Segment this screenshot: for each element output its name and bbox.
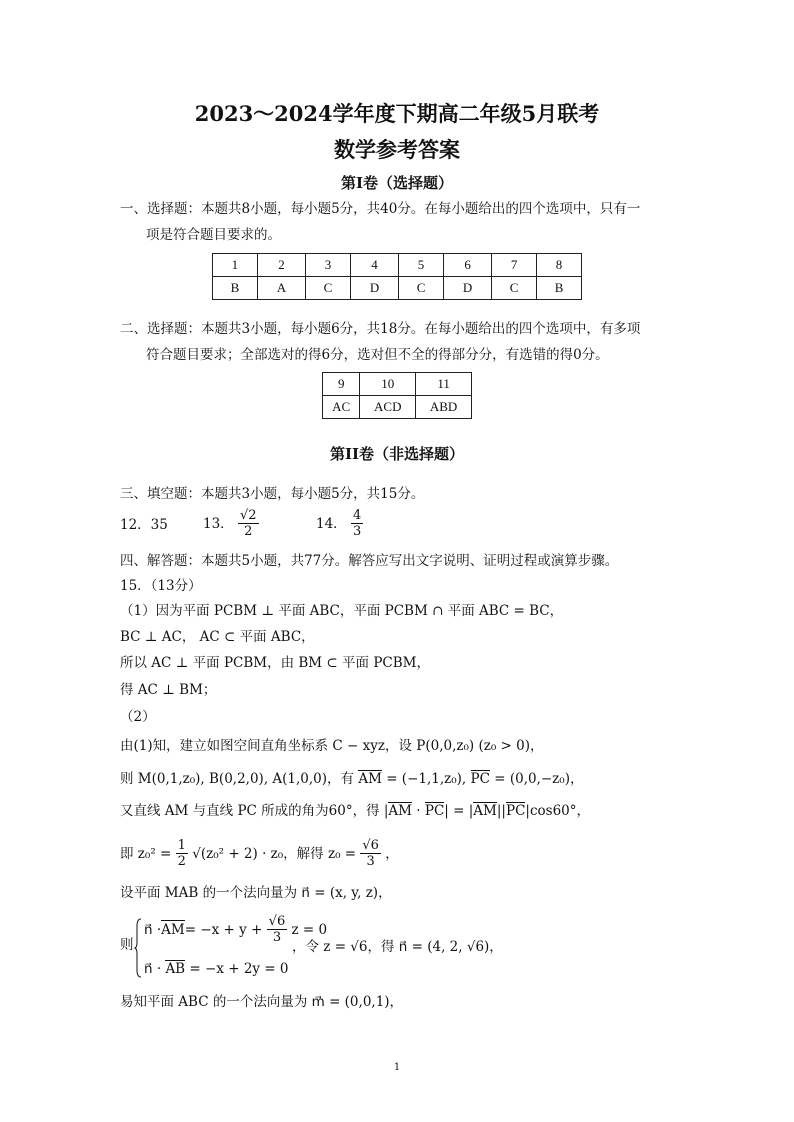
fraction-numerator: 1 (177, 838, 186, 853)
section-two-answer-table (322, 372, 472, 419)
system-conclusion: ，令 z = √6，得 n⃗ = (4, 2, √6)， (292, 939, 503, 955)
fraction (238, 508, 259, 539)
question-number-cell: 9 (323, 373, 360, 396)
solution-line: 由(1)知，建立如图空间直角坐标系 C − xyz，设 P(0,0,z₀) (z₀ > 0)， (120, 738, 544, 754)
fraction-numerator: √6 (362, 838, 379, 853)
text-run: n⃗ · (144, 961, 166, 977)
answer-cell: AC (323, 396, 360, 419)
fill-answer-12: 12．35 (120, 517, 168, 533)
section-one-instruction-line2: 项是符合题目要求的。 (146, 227, 281, 243)
text-run: || (496, 803, 506, 819)
answer-cell: C (492, 277, 537, 300)
solution-line: 得 AC ⊥ BM； (120, 682, 217, 698)
fraction (360, 838, 381, 869)
solution-line: （2） (120, 709, 156, 725)
question-number-cell: 2 (257, 254, 305, 277)
solution-line: 易知平面 ABC 的一个法向量为 m⃗ = (0,0,1)， (120, 994, 404, 1010)
fraction (176, 838, 188, 869)
section-two-instruction-line1: 二、选择题：本题共3小题，每小题6分，共18分。在每小题给出的四个选项中，有多项 (120, 321, 641, 337)
table-row (323, 396, 472, 419)
vector-pc: PC (424, 803, 445, 819)
solution-line: 设平面 MAB 的一个法向量为 n⃗ = (x, y, z)， (120, 885, 392, 901)
volume-one-heading: 第I卷（选择题） (340, 174, 454, 192)
solution-line (120, 802, 590, 820)
fraction-denominator: 3 (366, 854, 375, 869)
table-row (323, 373, 472, 396)
question-number-cell: 7 (492, 254, 537, 277)
fraction-denominator: 3 (272, 930, 282, 945)
left-brace-icon (134, 918, 142, 978)
volume-two-heading: 第II卷（非选择题） (329, 445, 465, 463)
page-title: 2023～2024学年度下期高二年级5月联考 (194, 101, 600, 126)
solution-line (120, 838, 399, 869)
fill-answer-14 (316, 508, 363, 539)
vector-ab: AB (165, 961, 186, 977)
question-number-cell: 1 (213, 254, 258, 277)
vector-am: AM (473, 803, 497, 819)
question-number-cell: 5 (399, 254, 444, 277)
question-15-heading: 15．（13分） (120, 578, 202, 594)
answer-cell: ABD (416, 396, 472, 419)
answer-cell: D (350, 277, 398, 300)
fraction-denominator: 2 (177, 854, 186, 869)
vector-am: AM (358, 771, 382, 787)
text-run: ， (385, 845, 399, 862)
vector-pc: PC (505, 803, 526, 819)
page-subtitle: 数学参考答案 (334, 137, 460, 162)
solution-line: 所以 AC ⊥ 平面 PCBM，由 BM ⊂ 平面 PCBM， (120, 655, 430, 671)
question-number-cell: 11 (416, 373, 472, 396)
text-run: 即 z₀² = (120, 845, 172, 862)
answer-cell: C (399, 277, 444, 300)
fraction-denominator: 2 (244, 524, 253, 539)
fraction-numerator: √6 (268, 914, 286, 929)
answer-cell: D (443, 277, 491, 300)
table-row (213, 254, 582, 277)
text-run: √(z₀² + 2) · z₀，解得 z₀ = (192, 845, 357, 862)
fraction-numerator: √2 (239, 508, 257, 523)
page-number: 1 (393, 1062, 401, 1073)
section-one-answer-table (212, 253, 582, 300)
vector-pc: PC (470, 771, 490, 787)
text-run: 则 M(0,1,z₀), B(0,2,0), A(1,0,0)，有 (120, 771, 359, 787)
question-number-cell: 4 (350, 254, 398, 277)
answer-cell: B (537, 277, 582, 300)
text-run: = −x + y + (184, 921, 263, 938)
text-run: z = 0 (291, 921, 328, 938)
text-run: |cos60°， (525, 803, 590, 819)
answer-label: 13． (203, 515, 234, 532)
answer-label: 14． (316, 515, 347, 532)
solution-line (120, 770, 583, 788)
fraction (351, 508, 363, 539)
solution-line: （1）因为平面 PCBM ⊥ 平面 ABC，平面 PCBM ∩ 平面 ABC = BC， (120, 603, 564, 619)
answer-cell: B (213, 277, 258, 300)
question-number-cell: 6 (443, 254, 491, 277)
section-three-heading: 三、填空题：本题共3小题，每小题5分，共15分。 (120, 486, 425, 502)
text-run: | = | (444, 803, 474, 819)
section-four-heading: 四、解答题：本题共5小题，共77分。解答应写出文字说明、证明过程或演算步骤。 (120, 553, 619, 569)
text-run: · (412, 803, 425, 819)
section-one-instruction-line1: 一、选择题：本题共8小题，每小题5分，共40分。在每小题给出的四个选项中，只有一 (120, 201, 641, 217)
vector-am: AM (161, 922, 185, 938)
system-prefix: 则 (120, 937, 134, 953)
section-two-instruction-line2: 符合题目要求；全部选对的得6分，选对但不全的得部分分，有选错的得0分。 (146, 347, 609, 363)
text-run: = −x + 2y = 0 (185, 961, 289, 977)
vector-am: AM (388, 803, 412, 819)
solution-line: BC ⊥ AC， AC ⊂ 平面 ABC， (120, 629, 315, 645)
answer-cell: A (257, 277, 305, 300)
text-run: 又直线 AM 与直线 PC 所成的角为60°，得 | (120, 803, 389, 819)
system-equation-2 (144, 960, 289, 978)
fraction (267, 914, 288, 945)
question-number-cell: 8 (537, 254, 582, 277)
answer-cell: C (306, 277, 351, 300)
text-run: = (−1,1,z₀), (381, 771, 471, 787)
fill-answer-13 (203, 508, 259, 539)
question-number-cell: 10 (360, 373, 416, 396)
table-row (213, 277, 582, 300)
text-run: = (0,0,−z₀)， (489, 771, 584, 787)
fraction-numerator: 4 (352, 508, 362, 523)
question-number-cell: 3 (306, 254, 351, 277)
text-run: n⃗ · (144, 921, 162, 938)
answer-cell: ACD (360, 396, 416, 419)
fraction-denominator: 3 (352, 524, 362, 539)
